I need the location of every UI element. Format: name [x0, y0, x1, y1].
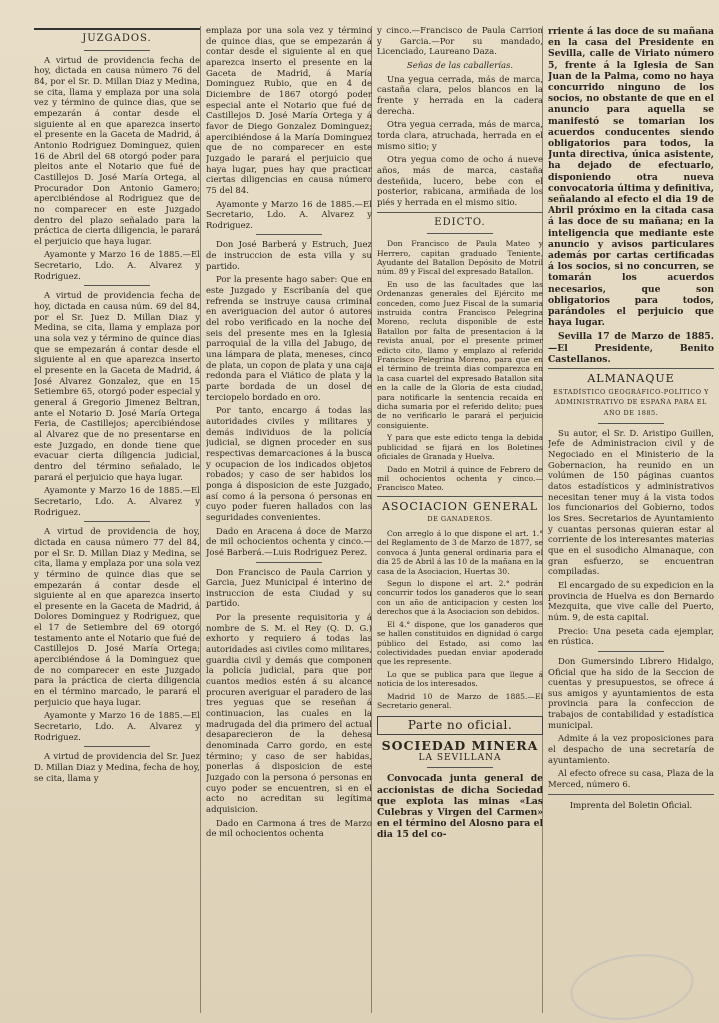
notice-paragraph: A virtud de providencia del Sr. Juez D. Millan Diaz y Medina, fecha de hoy, se cita, llama y	[34, 752, 200, 784]
sociedad-minera-subtitle: LA SEVILLANA	[418, 752, 502, 763]
notice-signature: Sevilla 17 de Marzo de 1885.—El Presidente, Benito Castellanos.	[548, 331, 714, 365]
notice-signature: Ayamonte y Marzo 16 de 1885.—El Secretario, Ldo. A. Alvarez y Rodriguez.	[34, 486, 200, 518]
rule	[377, 212, 543, 213]
notice-paragraph: Su autor, el Sr. D. Aristipo Guillen, Jefe de Administracion civil y de Negociado en el Ministerio de la Gobernacion, ha reunido en un volúmen de 150 páginas cuantos datos estadísticos y administrativos necesitan tener muy á la vista todos los funcionarios del Gobierno, todos los Sres. Secretarios de Ayuntamiento y cuantas personas quieran estar al corriente de los interesantes materias que en el susodicho Almanaque, con gran esfuerzo, se encuentran compiladas.	[548, 428, 714, 578]
notice-paragraph: Por la presente hago saber: Que en este Juzgado y Escribanía del que refrenda se instruye causa criminal en averiguacion del autor ó autores del robo verificado en la noche del seis del presente mes en la Iglesia parroquial de la villa del Jabugo, de una lámpara de plata, meneses, cinco de plata, un copon de plata y una caja redonda para el Viático de plata y la parte bordada de un dosel de terciopelo bordado en oro.	[206, 275, 372, 403]
notice-paragraph: En uso de las facultades que las Ordenanzas generales del Ejército me conceden, como Juez Fiscal de la sumaria instruida contra Francisco Pelegrina Moreno, recluta disponible de este Batallon por falta de presentacion á la revista anual, por el presente primer edicto cito, llamo y emplazo al referido Francisco Pelegrina Moreno, para que en el término de treinta dias comparezca en la casa cuartel del expresado Batallon sita en la calle de la Gloria de esta ciudad, para notificarle la sentencia recaida en dicha sumaria por el referido delito; pues de no verificarlo le parará el perjuicio consiguiente.	[377, 279, 543, 430]
rule	[84, 746, 150, 747]
notice-signature: Ayamonte y Marzo 16 de 1885.—El Secretario, Ldo. A. Alvarez y Rodriguez.	[34, 250, 200, 282]
notice-paragraph: Otra yegua como de ocho á nueve años, más de marca, castaña desteñida, lucero, bebe con el posterior, rabicana, armiñada de los piés y herrada en el mismo sitio.	[377, 155, 543, 208]
column-1	[34, 26, 200, 1015]
notice-paragraph: Precio: Una peseta cada ejemplar, en rústica.	[548, 626, 714, 648]
parte-no-oficial-box: Parte no oficial.	[377, 716, 543, 735]
notice-signature: Dado en Carmona á tres de Marzo de mil ochocientos ochenta	[206, 818, 372, 840]
notice-paragraph: Por la presente requisitoria y á nombre de S. M. el Rey (Q. D. G.) exhorto y requiero á todas las autoridades asi civiles como militares, guardia civil y demás que componen la policía judicial, para que por cuantos medios estén á su alcance procuren averiguar el paradero de las tres yeguas que se reseñan á continuacion, las cuales en la madrugada del dia primero del actual desaparecieron de la dehesa denominada Carro gordo, en este término; y caso de ser habidas, ponerlas á disposicion de este Juzgado con la persona ó personas en cuyo poder se encuentren, si en el acto no acreditan su legítima adquisicion.	[206, 613, 372, 815]
notice-signature: Ayamonte y Marzo 16 de 1885.—El Secretario, Ldo. A. Alvarez y Rodriguez.	[34, 711, 200, 743]
asociacion-subtitle: DE GANADEROS.	[427, 515, 493, 524]
rule	[598, 423, 664, 424]
notice-paragraph: El 4.° dispone, que los ganaderos que se hallen constituidos en dignidad ó cargo público del Estado, asi como las colectividades puedan enviar apoderado que les represente.	[377, 619, 543, 667]
notice-paragraph: Por tanto, encargo á todas las autoridades civiles y militares y demás individuos de la policía judicial, se dignen proceder en sus respectivas demarcaciones á la busca y ocupacion de los indicados objetos robados; y caso de ser habidos los ponga á disposicion de este Juzgado, así como á la persona ó personas en cuyo poder fueren hallados con las seguridades convenientes.	[206, 406, 372, 523]
rule	[256, 562, 322, 563]
notice-paragraph: emplaza por una sola vez y término de quince dias, que se empezarán á contar desde el siguiente al en que aparezca inserto el presente en la Gaceta de Madrid, á María Dominguez Rubio, que en 4 de Diciembre de 1867 otorgó poder especial ante el Notario que fué de Castillejos D. José María Ortega y á favor de Diego Gonzalez Dominguez; apercibiéndose á la María Dominguez que de no comparecer en este Juzgado le parará el perjuicio que haya lugar, pues hay que practicar ciertas diligencias en causa número 75 del 84.	[206, 26, 372, 196]
notice-signature: y cinco.—Francisco de Paula Carrion y Garcia.—Por su mandado, Licenciado, Laureano Daza.	[377, 26, 543, 58]
rule	[548, 794, 714, 795]
notice-heading: Don Francisco de Paula Mateo y Herrero, capitan graduado Teniente, Ayudante del Batallon Depósito de Motril núm. 89 y Fiscal del expresado Batallon.	[377, 239, 543, 277]
notice-signature: Madrid 10 de Marzo de 1885.—El Secretario general.	[377, 691, 543, 710]
rule	[256, 234, 322, 235]
notice-paragraph: El encargado de su expedicion en la provincia de Huelva es don Bernardo Mezquita, que vive calle del Puerto, núm. 9, de esta capital.	[548, 580, 714, 623]
notice-paragraph: Con arreglo á lo que dispone el art. 1.° del Reglamento de 3 de Marzo de 1877, se convoca á Junta general ordinaria para el dia 25 de Abril á las 10 de la mañana en la casa de la Asociacion, Huertas 30.	[377, 529, 543, 576]
rule	[84, 285, 150, 286]
notice-signature: Dado en Aracena á doce de Marzo de mil ochocientos ochenta y cinco.—José Barberá.—Luis Rodriguez Perez.	[206, 526, 372, 558]
almanaque-title: ALMANAQUE	[587, 372, 675, 386]
rule	[84, 50, 150, 51]
senas-title: Señas de las caballerías.	[406, 60, 514, 71]
notice-paragraph: A virtud de providencia de hoy, dictada en causa número 77 del 84, por el Sr. D. Millan Diaz y Medina, se cita, llama y emplaza por una sola vez y término de quince dias que se empezarán á contar desde el siguiente al en que aparezca inserto el presente en la Gaceta de Madrid, á Dolores Dominguez y Rodriguez, que el 17 de Setiembre del 69 otorgó testamento ante el Notario que fué de Castillejos D. José María Ortega; apercibiéndose á la Dominguez que de no comparecer en este Juzgado para la práctica de cierta diligencia en el término marcado, le parará el perjuicio que haya lugar.	[34, 527, 200, 708]
almanaque-subtitle: ESTADÍSTICO GEOGRÁFICO-POLÍTICO Y ADMINISTRATIVO DE ESPAÑA PARA EL AÑO DE 1885.	[553, 387, 709, 418]
column-3	[377, 26, 543, 1015]
asociacion-title: ASOCIACION GENERAL	[381, 499, 539, 513]
imprenta-footer: Imprenta del Boletin Oficial.	[569, 800, 693, 811]
edicto-title: EDICTO.	[434, 216, 486, 228]
notice-paragraph: A virtud de providencia fecha de hoy, dictada en causa núm. 69 del 84, por el Sr. Juez D. Millan Diaz y Medina, se cita, llama y emplaza por una sola vez y término de quince dias que se empezarán á contar desde el siguiente al en que aparezca inserto el presente en la Gaceta de Madrid, á José Alvarez Gonzalez, que en 15 Setiembre 65, otorgó poder especial y general á Gregorio Jimenez Beltran, ante el Notario D. José María Ortega Feria, de Castillejos; apercibiéndose al Alvarez que de no presentarse en este Juzgado, en donde tiene que evacuar cierta diligencia judicial, dentro del término señalado, le parará el perjuicio que haya lugar.	[34, 291, 200, 483]
notice-paragraph: Una yegua cerrada, más de marca, castaña clara, pelos blancos en la frente y herrada en la cadera derecha.	[377, 74, 543, 117]
rule	[427, 233, 493, 234]
rule	[598, 651, 664, 652]
notice-paragraph: Lo que se publica para que llegue á noticia de los interesados.	[377, 669, 543, 689]
notice-signature: Ayamonte y Marzo 16 de 1885.—El Secretario, Ldo. A. Alvarez y Rodriguez.	[206, 199, 372, 231]
notice-paragraph: A virtud de providencia fecha de hoy, dictada en causa número 76 del 84, por el Sr. D. Millan Diaz y Medina, se cita, llama y emplaza por una sola vez y término de quince dias, que se empezarán á contar desde el siguiente al en que aparezca inserto el presente en la Gaceta de Madrid, á Antonio Rodriguez Dominguez, quien 16 de Abril del 68 otorgó poder para pleitos ante el Notario que fué de Castillejos D. José María Ortega, al Procurador Don Antonio Gamero; apercibiéndose al Rodriguez que de no comparecer en este Juzgado dentro del plazo señalado para la práctica de cierta diligencia, le parará el perjuicio que haya lugar.	[34, 55, 200, 247]
rule	[427, 767, 493, 768]
notice-paragraph: Don Gumersindo Librero Hidalgo, Oficial que ha sido de la Seccion de cuentas y presupuestos, se ofrece á sus amigos y ayuntamientos de esta provincia para la confeccion de trabajos de contabilidad y estadística municipal.	[548, 656, 714, 731]
rule	[84, 521, 150, 522]
notice-paragraph: Segun lo dispone el art. 2.° podrán concurrir todos los ganaderos que lo sean con un año de anticipacion y cesten los derechos que á la Asociacion son debidos.	[377, 579, 543, 617]
rule	[34, 28, 200, 30]
notice-paragraph: Otra yegua cerrada, más de marca, torda clara, atruchada, herrada en el mismo sitio; y	[377, 120, 543, 152]
notice-paragraph: Y para que este edicto tenga la debida publicidad se fijará en los Boletines oficiales de Granada y Huelva.	[377, 433, 543, 462]
section-header-juzgados: JUZGADOS.	[82, 33, 152, 44]
column-2	[206, 26, 372, 1015]
column-separator	[200, 26, 201, 1013]
column-4	[548, 26, 714, 1015]
notice-signature: Dado en Motril á quince de Febrero de mil ochocientos ochenta y cinco.—Francisco Mateo.	[377, 464, 543, 493]
rule	[377, 496, 543, 497]
notice-paragraph: rriente á las doce de su mañana en la casa del Presidente en Sevilla, calle de Viriato número 5, frente á la Iglesia de San Juan de la Palma, como no haya concurrido ninguno de los socios, no obstante de que en el anuncio para aquella se manifestó se tomarian los acuerdos conducentes siendo obligatorios para todos, la Junta directiva, única asistente, ha dejado de efectuarlo, disponiendo otra nueva convocatoria última y definitiva, señalando al efecto el dia 19 de Abril próximo en la citada casa á las doce de su mañana; en la inteligencia que mediante este anuncio y avisos particulares además por cartas certificadas á los socios, si no concurren, se tomarán los acuerdos necesarios, que son obligatorios para todos, parándoles el perjuicio que haya lugar.	[548, 26, 714, 329]
sociedad-minera-title: SOCIEDAD MINERA	[381, 738, 539, 753]
rule	[548, 368, 714, 369]
notice-heading: Don José Barberá y Estruch, Juez de instruccion de esta villa y su partido.	[206, 240, 372, 272]
notice-paragraph: Convocada junta general de accionistas de dicha Sociedad que explota las minas «Las Culebras y Virgen del Carmen» en el término del Alosno para el dia 15 del co-	[377, 773, 543, 841]
notice-paragraph: Al efecto ofrece su casa, Plaza de la Merced, número 6.	[548, 769, 714, 791]
notice-heading: Don Francisco de Paula Carrion y Garcia, Juez Municipal é interino de instruccion de esta Ciudad y su partido.	[206, 567, 372, 610]
notice-paragraph: Admite á la vez proposiciones para el despacho de una secretaría de ayuntamiento.	[548, 734, 714, 766]
